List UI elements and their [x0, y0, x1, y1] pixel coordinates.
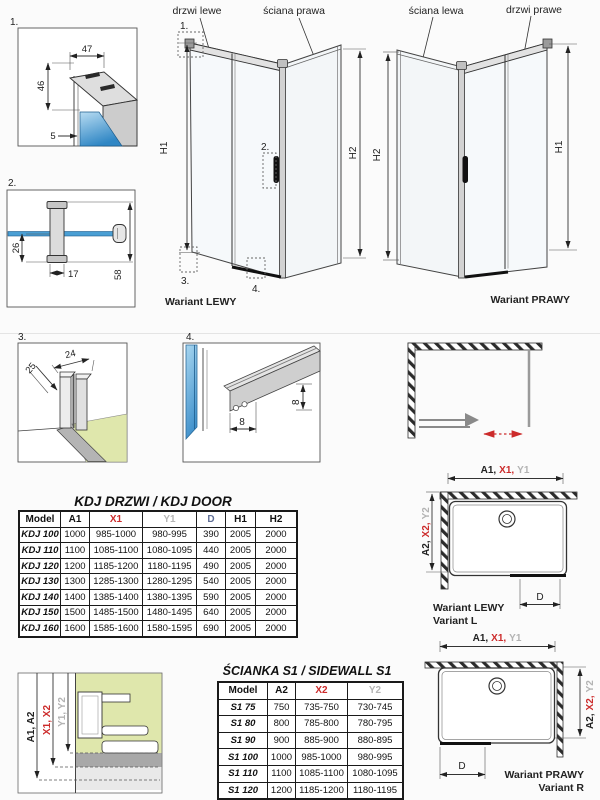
- column-header: H1: [226, 511, 256, 527]
- value-cell: 2005: [226, 558, 256, 574]
- drain: [499, 511, 515, 527]
- callout-1-label: 1.: [180, 21, 189, 32]
- h2-dimension: [343, 49, 366, 258]
- value-cell: 690: [197, 621, 226, 637]
- callout-2-label: 2.: [261, 142, 270, 153]
- left-variant-caption: Wariant LEWY: [165, 296, 237, 308]
- callout-4-label: 4.: [252, 284, 261, 295]
- model-cell: KDJ 120: [19, 558, 61, 574]
- value-cell: 2005: [226, 621, 256, 637]
- value-cell: 1600: [61, 621, 90, 637]
- handle-bar: [50, 208, 64, 256]
- value-cell: 1080-1095: [348, 765, 404, 782]
- value-cell: 1200: [268, 782, 296, 799]
- plan-left-caption-en: Variant L: [433, 615, 478, 627]
- dim-a1: A1,: [480, 465, 497, 476]
- plan-right-d-dim: [440, 747, 485, 779]
- detail-2-callout-box: [7, 178, 135, 307]
- model-cell: KDJ 110: [19, 543, 61, 559]
- column-header: Model: [19, 511, 61, 527]
- dim-x2: X2,: [421, 522, 432, 538]
- corner-install-detail: [18, 673, 162, 793]
- value-cell: 1185-1200: [296, 782, 348, 799]
- dim-x2: X2,: [585, 695, 596, 711]
- column-header: H2: [256, 511, 298, 527]
- value-cell: 2000: [256, 589, 298, 605]
- wall-hatched-top: [440, 492, 577, 499]
- h1-dimension: [549, 44, 577, 250]
- sidewall-s1-table: [217, 681, 404, 800]
- value-cell: 2000: [256, 605, 298, 621]
- callout-3-label: 3.: [181, 276, 190, 287]
- detail-4-callout-box: [183, 332, 320, 462]
- column-header: X2: [296, 682, 348, 699]
- plan-right-top-dim: [473, 633, 522, 644]
- dim-y1: Y1: [517, 465, 530, 476]
- value-cell: 800: [268, 716, 296, 733]
- value-cell: 640: [197, 605, 226, 621]
- plan-right-caption-en: Variant R: [538, 782, 584, 794]
- side-wall-glass: [397, 50, 462, 277]
- wall-profile: [60, 377, 71, 428]
- right-variant-view: [372, 4, 577, 306]
- model-cell: S1 80: [218, 716, 268, 733]
- value-cell: 390: [197, 527, 226, 543]
- value-cell: 1200: [61, 558, 90, 574]
- dim-47: 47: [81, 44, 93, 55]
- value-cell: 1085-1100: [296, 765, 348, 782]
- floor-band: [76, 767, 162, 790]
- value-cell: 2005: [226, 543, 256, 559]
- header-row: [19, 511, 297, 527]
- table-row: [218, 749, 403, 766]
- value-cell: 2005: [226, 527, 256, 543]
- dim-a2: A2,: [585, 713, 596, 729]
- value-cell: 1580-1595: [143, 621, 197, 637]
- dim-h1: H1: [159, 141, 170, 155]
- value-cell: 885-900: [296, 732, 348, 749]
- value-cell: 985-1000: [90, 527, 143, 543]
- column-header: Y1: [143, 511, 197, 527]
- model-cell: KDJ 150: [19, 605, 61, 621]
- table-row: [218, 765, 403, 782]
- detail-4-label: 4.: [186, 332, 195, 343]
- value-cell: 440: [197, 543, 226, 559]
- dim-a1a2: A1, A2: [26, 711, 37, 743]
- value-cell: 2005: [226, 589, 256, 605]
- left-variant-view: [159, 5, 366, 308]
- value-cell: 980-995: [348, 749, 404, 766]
- value-cell: 1185-1200: [90, 558, 143, 574]
- kdj-door-table: [18, 510, 298, 638]
- dim-58: 58: [113, 269, 124, 280]
- glass-panel: [186, 345, 197, 439]
- column-header: A2: [268, 682, 296, 699]
- dim-8-height: 8: [291, 399, 302, 405]
- detail-1-label: 1.: [10, 17, 19, 28]
- value-cell: 1280-1295: [143, 574, 197, 590]
- right-variant-caption: Wariant PRAWY: [490, 294, 570, 306]
- glass-section-band: [76, 753, 162, 767]
- dim-5: 5: [50, 131, 56, 142]
- dim-y1: Y1: [509, 633, 522, 644]
- dim-24: 24: [64, 348, 77, 362]
- plan-left-top-dim: [481, 465, 530, 476]
- table-row: [218, 716, 403, 733]
- column-header: Y2: [348, 682, 404, 699]
- table-row: [19, 589, 297, 605]
- detail-2-label: 2.: [8, 178, 17, 189]
- detail-3-label: 3.: [18, 332, 27, 343]
- door-left-label: drzwi lewe: [172, 5, 222, 17]
- value-cell: 1000: [268, 749, 296, 766]
- value-cell: 900: [268, 732, 296, 749]
- detail-2-frame: [7, 190, 135, 307]
- value-cell: 2005: [226, 574, 256, 590]
- wall-hatched-top: [408, 343, 542, 350]
- rail-bracket: [543, 39, 552, 48]
- value-cell: 1180-1195: [348, 782, 404, 799]
- s1-table-title: ŚCIANKA S1 / SIDEWALL S1: [222, 664, 392, 678]
- model-cell: KDJ 130: [19, 574, 61, 590]
- dim-d: D: [536, 592, 544, 603]
- value-cell: 2000: [256, 558, 298, 574]
- table-row: [19, 574, 297, 590]
- plan-left-vert-dim: [421, 507, 432, 556]
- value-cell: 1085-1100: [90, 543, 143, 559]
- dim-46: 46: [36, 80, 47, 92]
- dim-y2: Y2: [585, 680, 596, 693]
- dim-y2: Y2: [421, 507, 432, 520]
- model-cell: KDJ 100: [19, 527, 61, 543]
- detail-1-callout-box: [10, 17, 137, 146]
- dim-17: 17: [68, 269, 79, 280]
- wall-hatched-top: [425, 662, 563, 668]
- value-cell: 590: [197, 589, 226, 605]
- dim-x1: X1,: [491, 633, 507, 644]
- value-cell: 2000: [256, 574, 298, 590]
- detail-3-callout-box: [18, 332, 127, 462]
- plan-left-caption-pl: Wariant LEWY: [433, 602, 505, 614]
- side-wall-glass: [285, 45, 341, 278]
- dim-h2: H2: [348, 146, 359, 160]
- dim-d: D: [458, 761, 466, 772]
- table-row: [19, 605, 297, 621]
- h2-dimension: [372, 52, 399, 260]
- model-cell: S1 120: [218, 782, 268, 799]
- plan-right-variant: [425, 633, 596, 794]
- plan-right-vert-dim: [585, 680, 596, 729]
- plan-left-variant: [421, 465, 577, 627]
- value-cell: 1400: [61, 589, 90, 605]
- value-cell: 2000: [256, 543, 298, 559]
- wall-hatched-left: [441, 492, 448, 589]
- value-cell: 1080-1095: [143, 543, 197, 559]
- value-cell: 980-995: [143, 527, 197, 543]
- value-cell: 730-745: [348, 699, 404, 716]
- column-header: A1: [61, 511, 90, 527]
- dim-h1: H1: [554, 140, 565, 154]
- model-cell: S1 75: [218, 699, 268, 716]
- column-header: D: [197, 511, 226, 527]
- door-right-label: drzwi prawe: [505, 4, 563, 16]
- table-row: [19, 621, 297, 637]
- value-cell: 2000: [256, 527, 298, 543]
- value-cell: 1100: [61, 543, 90, 559]
- value-cell: 1385-1400: [90, 589, 143, 605]
- dim-26: 26: [11, 242, 22, 254]
- dim-x1x2: X1, X2: [42, 704, 53, 736]
- handle-knob: [113, 225, 126, 243]
- value-cell: 490: [197, 558, 226, 574]
- table-row: [19, 527, 297, 543]
- value-cell: 1285-1300: [90, 574, 143, 590]
- table-row: [218, 782, 403, 799]
- dim-x1: X1,: [499, 465, 515, 476]
- value-cell: 1000: [61, 527, 90, 543]
- glass-clamp-profile: [76, 379, 87, 430]
- value-cell: 880-895: [348, 732, 404, 749]
- value-cell: 540: [197, 574, 226, 590]
- value-cell: 1480-1495: [143, 605, 197, 621]
- sliding-schematic: [408, 343, 542, 438]
- value-cell: 1585-1600: [90, 621, 143, 637]
- value-cell: 1485-1500: [90, 605, 143, 621]
- column-header: X1: [90, 511, 143, 527]
- wall-right-label: ściana prawa: [263, 5, 325, 17]
- kdj-table-title: KDJ DRZWI / KDJ DOOR: [74, 494, 232, 509]
- dim-a1: A1,: [472, 633, 489, 644]
- value-cell: 750: [268, 699, 296, 716]
- plan-right-caption-pl: Wariant PRAWY: [504, 769, 584, 781]
- column-header: Model: [218, 682, 268, 699]
- value-cell: 780-795: [348, 716, 404, 733]
- table-row: [218, 732, 403, 749]
- value-cell: 2000: [256, 621, 298, 637]
- rail-bracket: [185, 39, 194, 48]
- plan-left-d-dim: [520, 579, 560, 609]
- value-cell: 1300: [61, 574, 90, 590]
- header-row: [218, 682, 403, 699]
- model-cell: S1 100: [218, 749, 268, 766]
- value-cell: 735-750: [296, 699, 348, 716]
- value-cell: 1380-1395: [143, 589, 197, 605]
- value-cell: 1100: [268, 765, 296, 782]
- table-row: [19, 543, 297, 559]
- table-row: [218, 699, 403, 716]
- wall-hatched-right: [557, 662, 563, 757]
- dim-8-width: 8: [239, 417, 245, 428]
- drain: [489, 678, 505, 694]
- dim-h2: H2: [372, 148, 383, 162]
- model-cell: S1 110: [218, 765, 268, 782]
- value-cell: 785-800: [296, 716, 348, 733]
- wall-hatched-left: [408, 343, 415, 438]
- wall-profile-section: [78, 692, 102, 738]
- model-cell: KDJ 140: [19, 589, 61, 605]
- dim-a2: A2,: [421, 540, 432, 556]
- dim-y1y2: Y1, Y2: [57, 697, 68, 727]
- table-row: [19, 558, 297, 574]
- door-glass: [190, 43, 282, 278]
- value-cell: 1500: [61, 605, 90, 621]
- value-cell: 985-1000: [296, 749, 348, 766]
- model-cell: KDJ 160: [19, 621, 61, 637]
- corner-post: [280, 62, 286, 278]
- wall-left-label: ściana lewa: [408, 5, 464, 17]
- value-cell: 1180-1195: [143, 558, 197, 574]
- value-cell: 2005: [226, 605, 256, 621]
- dim-25: 25: [23, 360, 39, 376]
- door-handle: [463, 156, 469, 183]
- model-cell: S1 90: [218, 732, 268, 749]
